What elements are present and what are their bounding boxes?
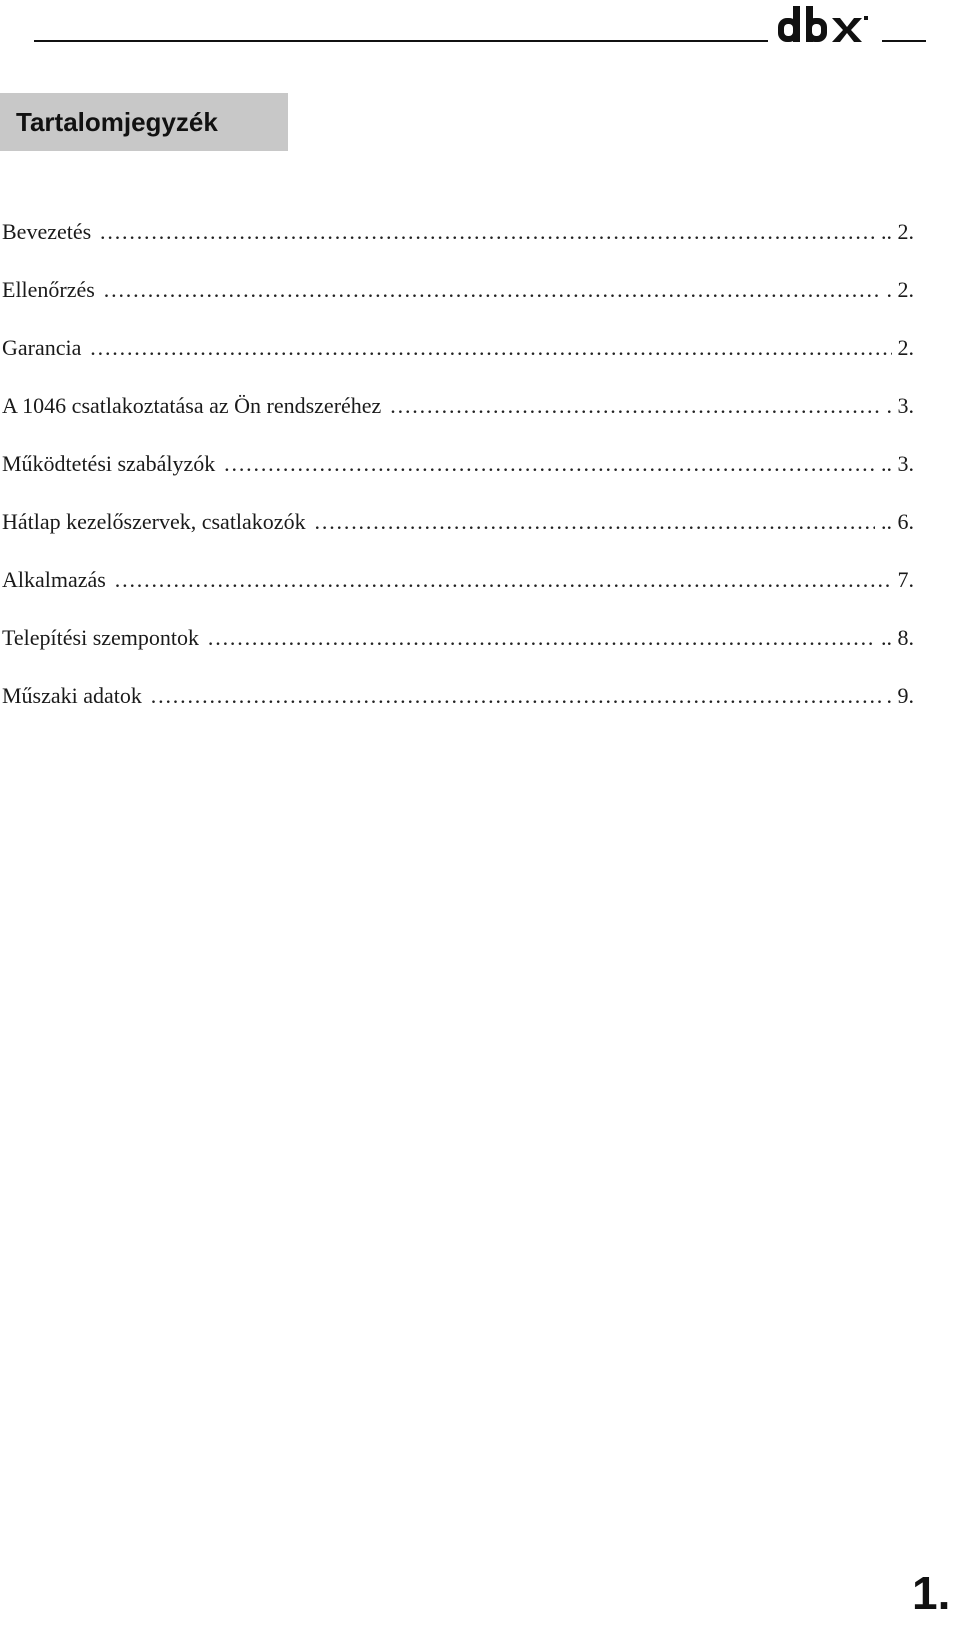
page-number: 1.: [912, 1567, 951, 1619]
toc-item-page: . 2.: [886, 277, 914, 302]
toc-leader: [150, 676, 881, 716]
toc-item-title: A 1046 csatlakoztatása az Ön rendszeréhez: [2, 393, 382, 418]
toc-item-title: Bevezetés: [2, 219, 92, 244]
toc-leader: [223, 444, 875, 484]
toc-item-page: .. 6.: [881, 509, 914, 534]
toc-heading: Tartalomjegyzék: [16, 106, 218, 137]
toc-leader: [89, 328, 891, 368]
toc-leader: [207, 618, 875, 658]
toc-item[interactable]: [2, 444, 914, 502]
toc-item-page: .. 2.: [881, 219, 914, 244]
toc-item[interactable]: [2, 270, 914, 328]
header-rule-short: [882, 40, 926, 42]
toc-item-page: . 3.: [886, 393, 914, 418]
toc-item[interactable]: [2, 328, 914, 386]
toc-heading-box: [0, 93, 288, 151]
toc-item-page: .. 8.: [881, 625, 914, 650]
toc-item-title: Telepítési szempontok: [2, 625, 200, 650]
toc-item-page: .. 3.: [881, 451, 914, 476]
toc-leader: [389, 386, 880, 426]
toc-item[interactable]: [2, 618, 914, 676]
toc-item[interactable]: [2, 386, 914, 444]
toc-item-page: 7.: [897, 567, 914, 592]
toc-leader: [103, 270, 881, 310]
toc-item[interactable]: [2, 212, 914, 270]
toc-list: [2, 212, 914, 734]
toc-leader: [99, 212, 875, 252]
toc-item-title: Ellenőrzés: [2, 277, 95, 302]
toc-item-page: 2.: [897, 335, 914, 360]
toc-item[interactable]: [2, 560, 914, 618]
toc-item-title: Műszaki adatok: [2, 683, 142, 708]
toc-leader: [114, 560, 892, 600]
toc-leader: [314, 502, 875, 542]
toc-item-title: Garancia: [2, 335, 82, 360]
dbx-logo: [776, 4, 878, 48]
toc-item-page: . 9.: [886, 683, 914, 708]
header-rule: [34, 40, 768, 42]
toc-item-title: Hátlap kezelőszervek, csatlakozók: [2, 509, 306, 534]
toc-item[interactable]: [2, 676, 914, 734]
toc-item-title: Alkalmazás: [2, 567, 106, 592]
toc-item[interactable]: [2, 502, 914, 560]
toc-item-title: Működtetési szabályzók: [2, 451, 216, 476]
